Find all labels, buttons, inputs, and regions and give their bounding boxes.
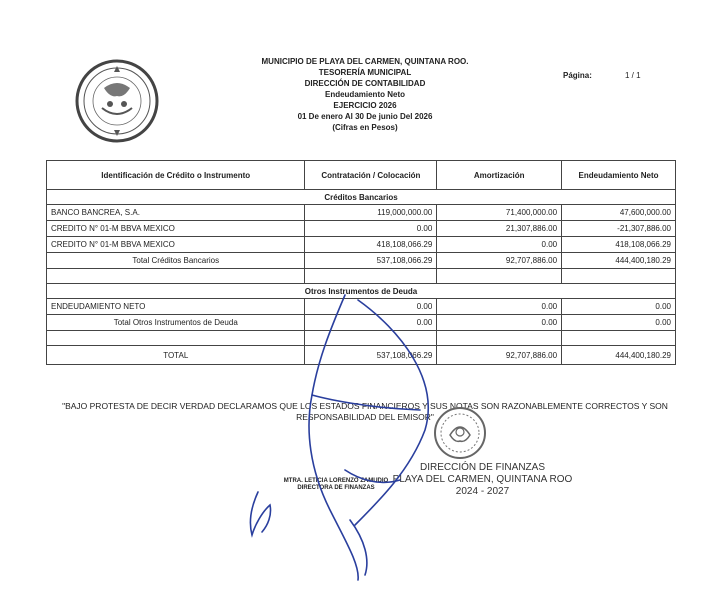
grand-total-row (47, 346, 676, 365)
instrument-name: ENDEUDAMIENTO NETO (47, 299, 305, 315)
neto-value: 444,400,180.29 (562, 346, 676, 365)
blank-cell (47, 269, 305, 284)
amortizacion-value: 71,400,000.00 (437, 205, 562, 221)
credit-name: BANCO BANCREA, S.A. (47, 205, 305, 221)
finance-stamp (380, 462, 585, 498)
header-treasury: TESORERÍA MUNICIPAL (318, 68, 412, 77)
report-year: EJERCICIO 2026 (333, 101, 397, 110)
amortizacion-value: 92,707,886.00 (437, 253, 562, 269)
signer-name: MTRA. LETICIA LORENZO ZAMUDIO (283, 478, 389, 484)
contratacion-value: 119,000,000.00 (305, 205, 437, 221)
table-row (47, 221, 676, 237)
municipal-seal-logo (74, 58, 160, 144)
header-municipality: MUNICIPIO DE PLAYA DEL CARMEN, QUINTANA ROO. (261, 57, 469, 66)
page-label: Página: (563, 71, 592, 80)
table-header-row (47, 161, 676, 190)
table-row (47, 299, 676, 315)
table-row (47, 237, 676, 253)
net-debt-table (46, 160, 676, 365)
neto-value: -21,307,886.00 (562, 221, 676, 237)
subtotal-row (47, 253, 676, 269)
blank-cell (562, 269, 676, 284)
neto-value: 418,108,066.29 (562, 237, 676, 253)
contratacion-value: 0.00 (305, 315, 437, 331)
blank-cell (437, 331, 562, 346)
table-row (47, 205, 676, 221)
subtotal-label: Total Créditos Bancarios (47, 253, 305, 269)
declaration-statement: "BAJO PROTESTA DE DECIR VERDAD DECLARAMOS QUE LOS ESTADOS FINANCIEROS Y SUS NOTAS SON RAZONABLEMENTE CORRECTOS Y SON RESPONSABILIDAD DEL EMISOR" (62, 401, 668, 422)
neto-value: 0.00 (562, 315, 676, 331)
blank-cell (305, 269, 437, 284)
amortizacion-value: 21,307,886.00 (437, 221, 562, 237)
page-number: 1 / 1 (625, 71, 641, 80)
grand-total-label: TOTAL (47, 346, 305, 365)
amortizacion-value: 0.00 (437, 315, 562, 331)
column-header: Amortización (437, 161, 562, 190)
section-title: Otros Instrumentos de Deuda (47, 284, 676, 299)
blank-cell (305, 331, 437, 346)
contratacion-value: 418,108,066.29 (305, 237, 437, 253)
amortizacion-value: 92,707,886.00 (437, 346, 562, 365)
blank-cell (562, 331, 676, 346)
report-title: Endeudamiento Neto (324, 90, 405, 99)
column-header: Identificación de Crédito o Instrumento (47, 161, 305, 190)
subtotal-label: Total Otros Instrumentos de Deuda (47, 315, 305, 331)
neto-value: 47,600,000.00 (562, 205, 676, 221)
section-title: Créditos Bancarios (47, 190, 676, 205)
subtotal-row (47, 315, 676, 331)
section-title-row (47, 284, 676, 299)
column-header: Endeudamiento Neto (562, 161, 676, 190)
credit-name: CREDITO N° 01-M BBVA MEXICO (47, 237, 305, 253)
neto-value: 0.00 (562, 299, 676, 315)
contratacion-value: 537,108,066.29 (305, 346, 437, 365)
blank-cell (47, 331, 305, 346)
finance-stamp-emblem (432, 405, 488, 461)
signer-title: DIRECTORA DE FINANZAS (297, 485, 375, 491)
blank-row (47, 331, 676, 346)
blank-row (47, 269, 676, 284)
amortizacion-value: 0.00 (437, 237, 562, 253)
blank-cell (437, 269, 562, 284)
stamp-line: PLAYA DEL CARMEN, QUINTANA ROO (392, 474, 573, 485)
header-department: DIRECCIÓN DE CONTABILIDAD (304, 79, 426, 88)
report-units: (Cifras en Pesos) (332, 123, 398, 132)
contratacion-value: 0.00 (305, 299, 437, 315)
column-header: Contratación / Colocación (305, 161, 437, 190)
stamp-line: DIRECCIÓN DE FINANZAS (419, 462, 545, 473)
report-period: 01 De enero Al 30 De junio Del 2026 (297, 112, 433, 121)
neto-value: 444,400,180.29 (562, 253, 676, 269)
stamp-line: 2024 - 2027 (455, 486, 510, 497)
contratacion-value: 0.00 (305, 221, 437, 237)
signer-block (276, 478, 396, 492)
amortizacion-value: 0.00 (437, 299, 562, 315)
section-title-row (47, 190, 676, 205)
contratacion-value: 537,108,066.29 (305, 253, 437, 269)
credit-name: CREDITO N° 01-M BBVA MEXICO (47, 221, 305, 237)
